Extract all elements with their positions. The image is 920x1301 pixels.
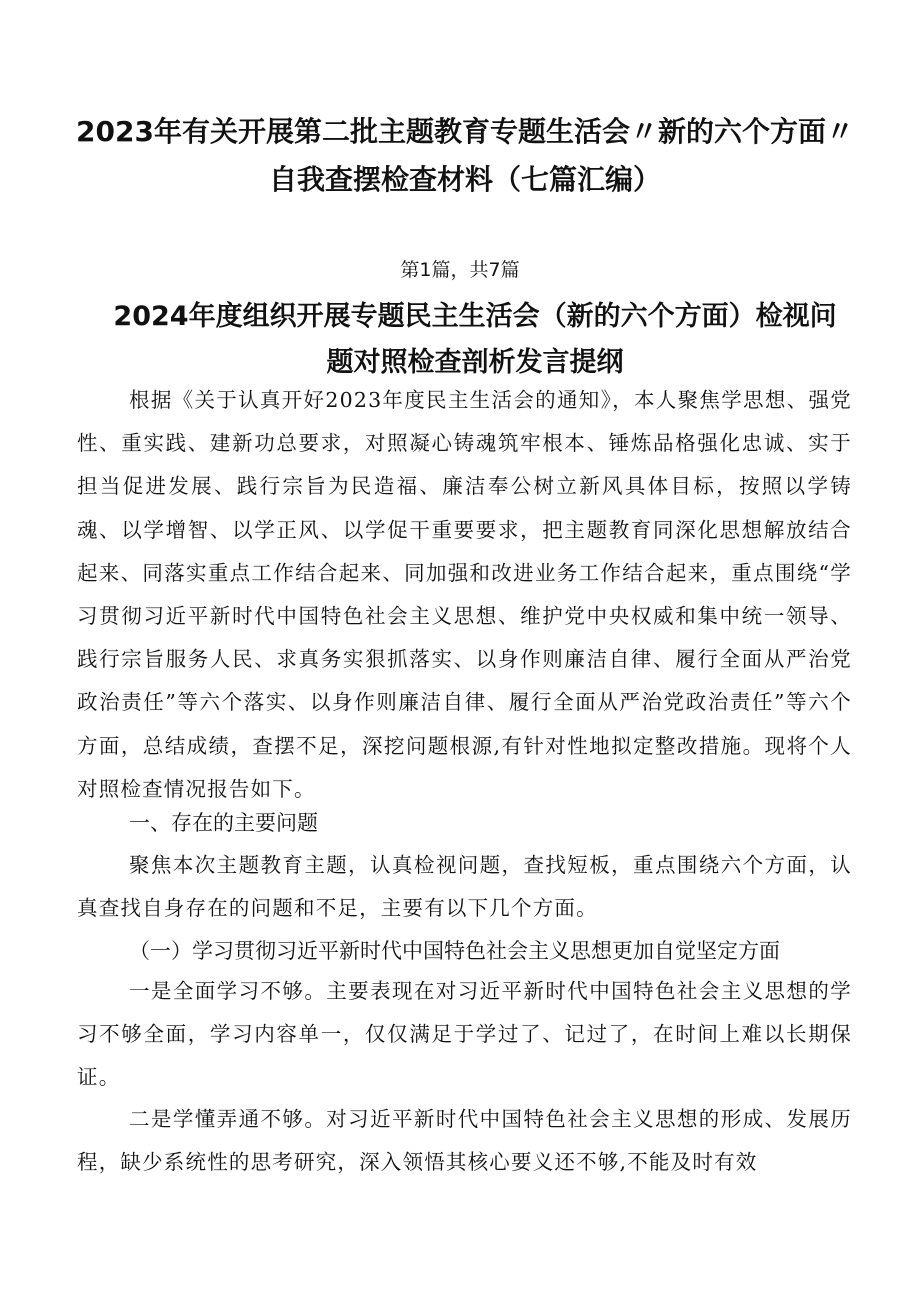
section-intro-paragraph: 聚焦本次主题教育主题，认真检视问题，查找短板，重点围绕六个方面，认真查找自身存在的问题和不足，主要有以下几个方面。: [77, 853, 852, 921]
document-subtitle: 2024年度组织开展专题民主生活会（新的六个方面）检视问题对照检查剖析发言提纲: [113, 301, 837, 378]
subsection-heading: （一）学习贯彻习近平新时代中国特色社会主义思想更加自觉坚定方面: [129, 939, 780, 963]
point-two-paragraph: 二是学懂弄通不够。对习近平新时代中国特色社会主义思想的形成、发展历程，缺少系统性的思考研究，深入领悟其核心要义还不够,不能及时有效: [77, 1107, 852, 1175]
document-title: 2023年有关开展第二批主题教育专题生活会〃新的六个方面〃自我查摆检查材料（七篇汇编）: [76, 115, 854, 196]
intro-paragraph: 根据《关于认真开好2023年度民主生活会的通知》，本人聚焦学思想、强党性、重实践、建新功总要求，对照凝心铸魂筑牢根本、锤炼品格强化忠诚、实于担当促进发展、践行宗旨为民造福、廉洁奉公树立新风具体目标，按照以学铸魂、以学增智、以学正风、以学促干重要要求，把主题教育同深化思想解放结合起来、同落实重点工作结合起来、同加强和改进业务工作结合起来，重点围绕“学习贯彻习近平新时代中国特色社会主义思想、维护党中央权威和集中统一领导、践行宗旨服务人民、求真务实狠抓落实、以身作则廉洁自律、履行全面从严治党政治责任”等六个落实、以身作则廉洁自律、履行全面从严治党政治责任”等六个方面，总结成绩，查摆不足，深挖问题根源,有针对性地拟定整改措施。现将个人对照检查情况报告如下。: [77, 388, 852, 801]
section-heading: 一、存在的主要问题: [129, 811, 318, 835]
part-label: 第1篇，共7篇: [400, 259, 520, 281]
point-one-paragraph: 一是全面学习不够。主要表现在对习近平新时代中国特色社会主义思想的学习不够全面，学习内容单一，仅仅满足于学过了、记过了，在时间上难以长期保证。: [77, 979, 852, 1090]
